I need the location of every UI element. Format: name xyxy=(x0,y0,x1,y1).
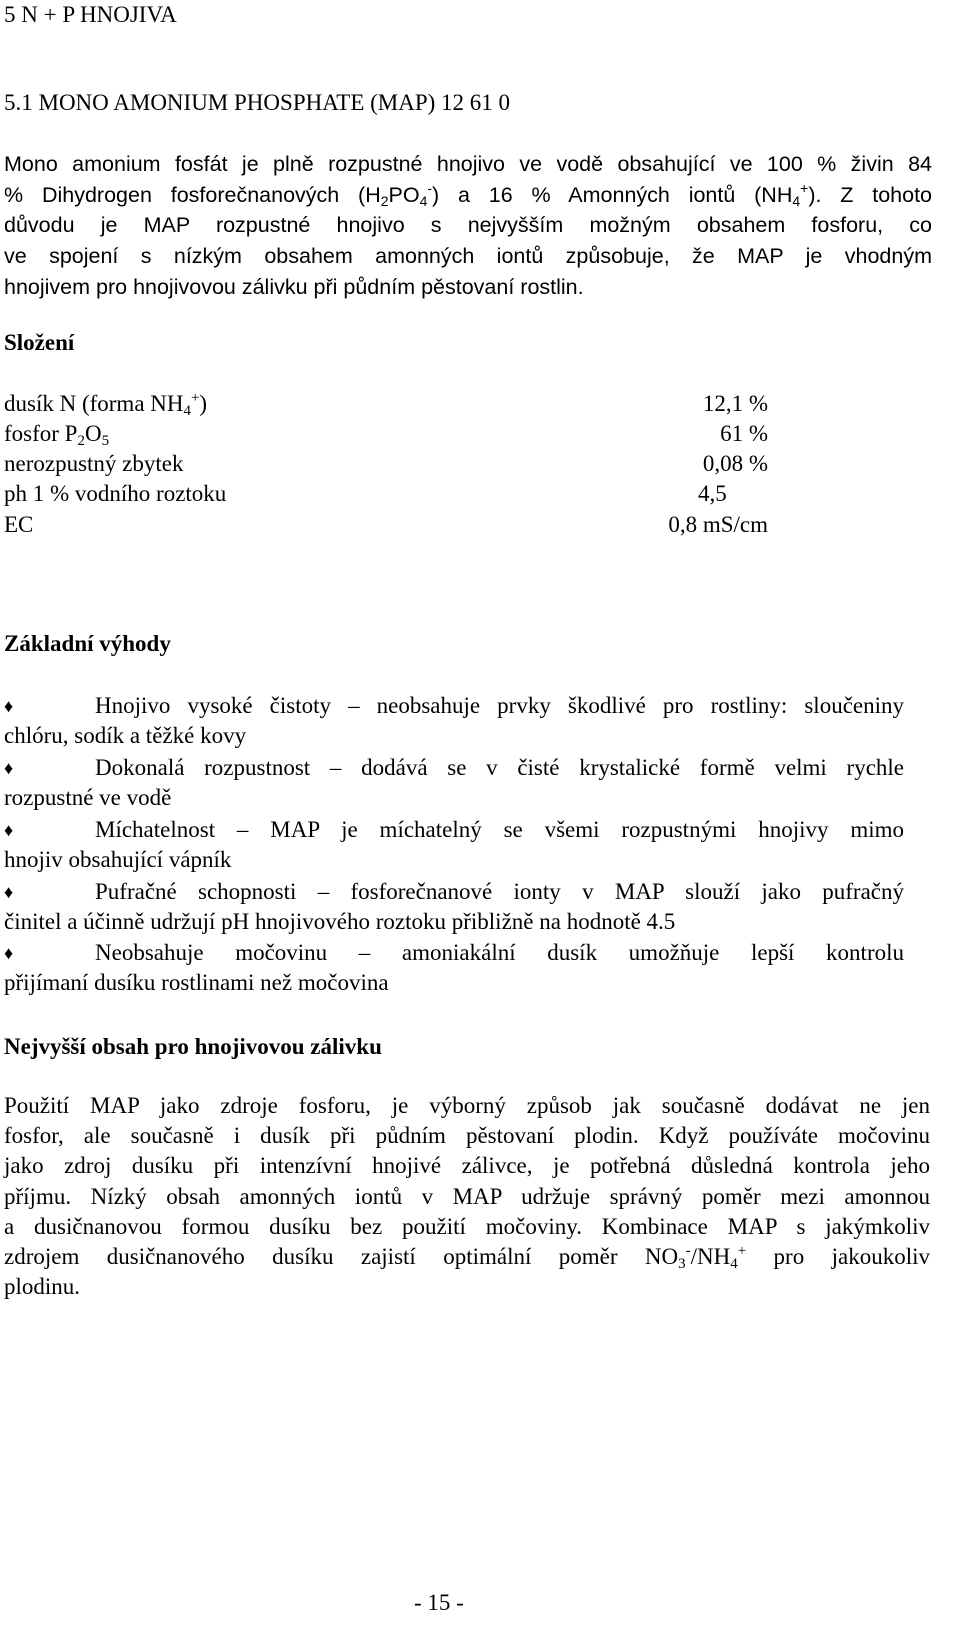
diamond-bullet-icon: ♦ xyxy=(4,820,14,840)
diamond-bullet-icon: ♦ xyxy=(4,696,14,716)
highest-line-3: jako zdroj dusíku při intenzívní hnojivé zálivce, je potřebná důsledná kontrola jeho xyxy=(4,1153,930,1178)
advantage-line-2: rozpustné ve vodě xyxy=(4,785,172,810)
composition-value: 0,08 % xyxy=(702,451,768,476)
composition-value: 0,8 mS/cm xyxy=(668,512,768,537)
composition-value: 12,1 % xyxy=(702,391,768,416)
advantage-item xyxy=(4,938,904,998)
intro-line-2: % Dihydrogen fosforečnanových $(H_2PO_4^-)$ a 16 % Amonných iontů $(NH_4^+)$. Z tohoto xyxy=(4,180,932,209)
diamond-bullet-icon: ♦ xyxy=(4,882,14,902)
advantage-item xyxy=(4,691,904,751)
highest-line-2: fosfor, ale současně i dusík při půdním pěstovaní plodin. Když používáte močovinu xyxy=(4,1123,930,1148)
advantage-line-2: chlóru, sodík a těžké kovy xyxy=(4,723,247,748)
intro-line-4: ve spojení s nízkým obsahem amonných iontů způsobuje, že MAP je vhodným xyxy=(4,244,932,268)
section-heading: 5.1 MONO AMONIUM PHOSPHATE (MAP) 12 61 0 xyxy=(4,90,511,115)
advantage-line-1: Hnojivo vysoké čistoty – neobsahuje prvky škodlivé pro rostliny: sloučeniny xyxy=(95,693,904,718)
advantage-line-2: hnojiv obsahující vápník xyxy=(4,847,232,872)
advantage-line-1: Pufračné schopnosti – fosforečnanové ionty v MAP slouží jako pufračný xyxy=(95,879,904,904)
intro-line-5: hnojivem pro hnojivovou zálivku při půdním pěstovaní rostlin. xyxy=(4,275,584,299)
intro-line-3: důvodu je MAP rozpustné hnojivo s nejvyšším možným obsahem fosforu, co xyxy=(4,213,932,237)
composition-label: ph 1 % vodního roztoku xyxy=(4,481,227,506)
chapter-heading: 5 N + P HNOJIVA xyxy=(4,2,177,27)
diamond-bullet-icon: ♦ xyxy=(4,943,14,963)
composition-label: fosfor $P_2O_5$ xyxy=(4,421,110,449)
highest-line-5: a dusičnanovou formou dusíku bez použití močoviny. Kombinace MAP s jakýmkoliv xyxy=(4,1214,930,1239)
page-number: - 15 - xyxy=(414,1590,464,1615)
highest-line-7: plodinu. xyxy=(4,1274,81,1299)
advantage-line-1: Neobsahuje močovinu – amoniakální dusík umožňuje lepší kontrolu xyxy=(95,940,904,965)
diamond-bullet-icon: ♦ xyxy=(4,758,14,778)
advantage-item xyxy=(4,877,904,937)
advantage-line-1: Dokonalá rozpustnost – dodává se v čisté krystalické formě velmi rychle xyxy=(95,755,904,780)
advantage-item xyxy=(4,815,904,875)
composition-value: 61 % xyxy=(720,421,768,446)
advantage-item xyxy=(4,753,904,813)
advantage-line-1: Míchatelnost – MAP je míchatelný se všemi rozpustnými hnojivy mimo xyxy=(95,817,904,842)
advantages-heading: Základní výhody xyxy=(4,631,171,656)
composition-label: dusík N (forma $NH_4^+$) xyxy=(4,390,208,419)
highest-line-4: příjmu. Nízký obsah amonných iontů v MAP udržuje správný poměr mezi amonnou xyxy=(4,1184,930,1209)
composition-label: EC xyxy=(4,512,34,537)
highest-heading: Nejvyšší obsah pro hnojivovou zálivku xyxy=(4,1034,382,1059)
intro-line-1: Mono amonium fosfát je plně rozpustné hnojivo ve vodě obsahující ve 100 % živin 84 xyxy=(4,152,932,176)
highest-line-1: Použití MAP jako zdroje fosforu, je výborný způsob jak současně dodávat ne jen xyxy=(4,1093,930,1118)
highest-line-6: zdrojem dusičnanového dusíku zajistí optimální poměr $NO_3^-/NH_4^+$ pro jakoukoliv xyxy=(4,1243,930,1272)
advantage-line-2: přijímaní dusíku rostlinami než močovina xyxy=(4,970,389,995)
advantage-line-2: činitel a účinně udržují pH hnojivového roztoku přibližně na hodnotě 4.5 xyxy=(4,909,676,934)
composition-value: 4,5 xyxy=(698,481,727,506)
composition-heading: Složení xyxy=(4,330,75,355)
composition-label: nerozpustný zbytek xyxy=(4,451,184,476)
